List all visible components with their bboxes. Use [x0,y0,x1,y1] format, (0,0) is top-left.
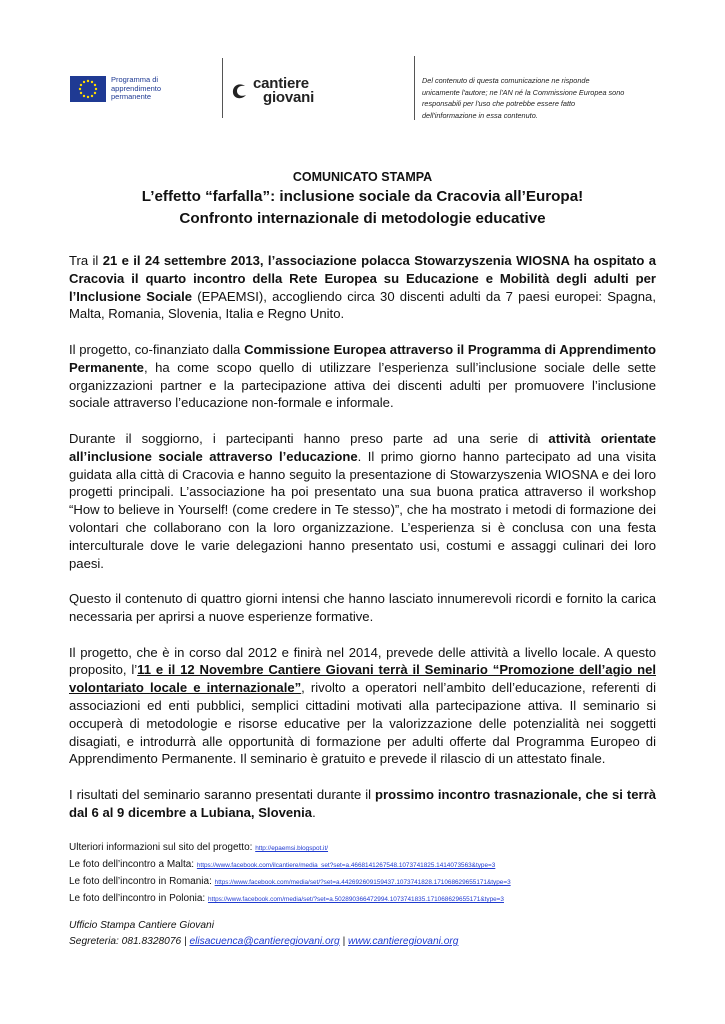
text: Il progetto, che è in corso dal 2012 e finirà nel 2014, prevede delle attività a livello locale. A questo proposito, l’ [69,644,656,678]
eu-programme-line: Programma di [111,75,159,84]
cantiere-giovani-wordmark [253,77,314,105]
email-link[interactable]: elisacuenca@cantieregiovani.org [189,936,340,947]
text: . [312,804,316,820]
link-row [69,857,669,874]
link-label: Le foto dell’incontro a Malta: [69,859,197,870]
logo-line-1: cantiere [253,75,309,92]
paragraph-5 [69,644,656,769]
press-release-heading [60,170,665,229]
eu-flag-icon [70,76,106,102]
website-link[interactable]: www.cantieregiovani.org [348,936,459,947]
eu-programme-line: permanente [111,92,152,102]
kicker: COMUNICATO STAMPA [292,170,433,184]
text: (EPAEMSI), accogliendo circa 30 discenti adulti da 7 paesi europei: Spagna, Malta, Romania, Slovenia, Italia e Regno Unito. [69,288,656,322]
eu-programme-name [111,76,181,102]
eu-programme-logo [70,76,181,102]
text: Il progetto, co-finanziato dalla [69,341,245,357]
press-office-footer [69,918,669,950]
paragraph-1 [69,252,656,323]
logo-line-2: giovani [263,89,315,106]
text: Durante il soggiorno, i partecipanti hanno preso parte ad una serie di [69,430,549,446]
secretary-phone: Segreteria: 081.8328076 | [69,936,190,947]
text: , ha come scopo quello di utilizzare l’esperienza sull’inclusione sociale delle sette organizzazioni partner e la partecipazione attiva dei discenti adulti per promuovere l’inclusione sociale attraverso l’educazione non-formale e informale. [69,359,656,411]
contact-line [69,934,669,950]
separator: | [339,936,349,947]
paragraph-3 [69,430,656,572]
bold-text: Commissione Europea attraverso il Programma di Apprendimento Permanente [69,341,656,375]
project-site-link[interactable]: http://epaemsi.blogspot.it/ [255,845,329,852]
paragraph-2 [69,341,656,412]
paragraph-4: Questo il contenuto di quattro giorni intensi che hanno lasciato innumerevoli ricordi e fornito la carica necessaria per aprirsi a nuove esperienze formative. [69,591,656,624]
text: Tra il [69,253,103,268]
text: , rivolto a operatori nell’ambito dell’educazione, referenti di associazioni ed enti pubblici, semplici cittadini motivati alla partecipazione attiva. Il seminario si occuperà di metodologie e risorse educative per la valorizzazione delle potenzialità nei soggetti disagiati, e introdurrà alle opportunità di formazione per adulti offerte dal Programma Europeo di Apprendimento Permanente. Il seminario è gratuito e prevede il rilascio di un attestato finale. [69,680,656,767]
more-info-links [69,840,669,908]
disclaimer-line: responsabili per l'uso che potrebbe essere fatto [422,99,576,108]
bold-text: 21 e il 24 settembre 2013, l’associazione polacca Stowarzyszenia WIOSNA ha ospitato a Cracovia il quarto incontro della Rete Europea su Educazione e Mobilità degli adulti per l’Inclusione Sociale [69,253,656,304]
article-body [69,252,656,839]
link-label: Ulteriori informazioni sul sito del progetto: [69,842,256,853]
title-line-2: Confronto internazionale di metodologie educative [179,210,546,227]
cantiere-giovani-mark-icon [229,80,251,102]
text: . Il primo giorno hanno partecipato ad una visita guidata alla città di Cracovia e hanno seguito la presentazione di Stowarzyszenia WIOSNA e dei loro progetti principali. L’associazione ha poi presentato una sua buona pratica attraverso il workshop “How to believe in Yourself! (come credere in Te stesso)”, che ha mostrato i metodi di formazione dei volontari che collaborano con la loro organizzazione. L’esperienza si è conclusa con una festa interculturale dove le varie delegazioni hanno presentato usi, costumi e assaggi culinari dei loro paesi. [69,448,656,571]
disclaimer-line: dell'informazione in essa contenuto. [422,110,538,120]
link-label: Le foto dell’incontro in Romania: [69,876,215,887]
title-line-1: L’effetto “farfalla”: inclusione sociale da Cracovia all’Europa! [141,188,584,205]
link-row [69,874,669,891]
disclaimer-line: Del contenuto di questa comunicazione ne risponde [422,76,590,85]
bold-text: prossimo incontro trasnazionale, che si terrà dal 6 al 9 dicembre a Lubiana, Slovenia [69,786,656,820]
eu-disclaimer [422,75,662,121]
link-label: Le foto dell’incontro in Polonia: [69,893,208,904]
letterhead [0,0,725,130]
press-office-name: Ufficio Stampa Cantiere Giovani [69,920,214,931]
header-divider [414,56,415,120]
header-divider [222,58,223,118]
cantiere-giovani-logo [229,77,314,105]
eu-programme-line: apprendimento [111,83,162,93]
text: I risultati del seminario saranno presentati durante il [69,786,376,802]
disclaimer-line: unicamente l'autore; ne l'AN né la Commissione Europea sono [422,87,625,97]
seminar-highlight: 11 e il 12 Novembre Cantiere Giovani terrà il Seminario “Promozione dell’agio nel volontariato locale e internazionale” [69,662,656,696]
link-row [69,891,669,908]
romania-photos-link[interactable]: https://www.facebook.com/media/set/?set=a.442692609159437.1073741828.171068629655171&type=3 [214,879,511,886]
link-row [69,840,669,857]
paragraph-6 [69,786,656,822]
bold-text: attività orientate all’inclusione sociale attraverso l’educazione [69,430,657,464]
poland-photos-link[interactable]: https://www.facebook.com/media/set/?set=a.502890366472994.1073741835.171068629655171&type=3 [207,896,504,903]
malta-photos-link[interactable]: https://www.facebook.com/ilcantiere/media_set?set=a.4668141267548.1073741825.1414073563&type=3 [196,862,496,869]
